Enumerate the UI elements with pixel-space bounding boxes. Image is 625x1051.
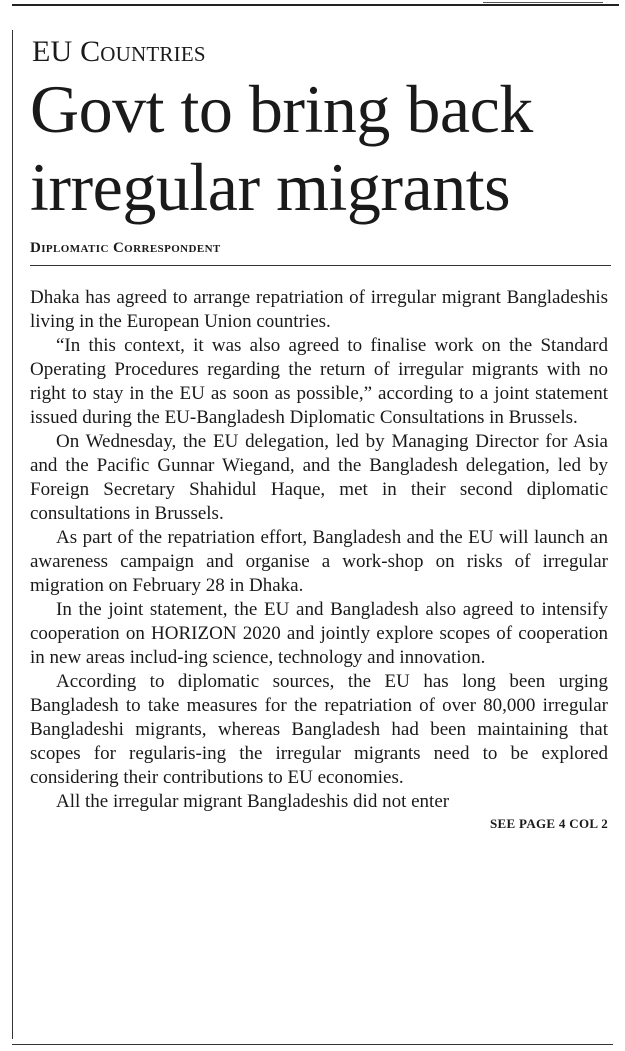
previous-article-edge	[483, 0, 603, 3]
news-article	[30, 30, 615, 832]
continued-on-reference: SEE PAGE 4 COL 2	[490, 816, 608, 831]
column-rule	[12, 30, 13, 1039]
paragraph: In the joint statement, the EU and Bangladesh also agreed to intensify cooperation on HORIZON 2020 and jointly explore scopes of cooperation in new areas includ-ing science, technology and innovation.	[30, 599, 608, 668]
headline	[30, 70, 615, 226]
paragraph: According to diplomatic sources, the EU has long been urging Bangladesh to take measures for the repatriation of over 80,000 irregular Bangladeshi migrants, whereas Bangladesh had been maintaining that scopes for regularis-ing the irregular migrants need to be explored considering their contributions to EU economies.	[30, 671, 608, 788]
headline-line-1: Govt to bring back	[30, 71, 533, 147]
paragraph: On Wednesday, the EU delegation, led by Managing Director for Asia and the Pacific Gunnar Wiegand, and the Bangladesh delegation, led by Foreign Secretary Shahidul Haque, met in their second diplomatic consultations in Brussels.	[30, 431, 608, 524]
kicker: EU Countries	[32, 35, 206, 68]
top-rule	[12, 4, 619, 6]
bottom-rule	[12, 1044, 613, 1045]
byline: Diplomatic Correspondent	[30, 240, 611, 266]
headline-line-2: irregular migrants	[30, 149, 511, 225]
article-body	[30, 286, 608, 814]
paragraph: All the irregular migrant Bangladeshis did not enter	[56, 791, 450, 812]
paragraph: “In this context, it was also agreed to finalise work on the Standard Operating Procedures regarding the return of irregular migrants with no right to stay in the EU as soon as possible,” according to a joint statement issued during the EU-Bangladesh Diplomatic Consultations in Brussels.	[30, 335, 608, 428]
paragraph: As part of the repatriation effort, Bangladesh and the EU will launch an awareness campaign and organise a work-shop on risks of irregular migration on February 28 in Dhaka.	[30, 527, 608, 596]
paragraph: Dhaka has agreed to arrange repatriation of irregular migrant Bangladeshis living in the European Union countries.	[30, 287, 608, 332]
